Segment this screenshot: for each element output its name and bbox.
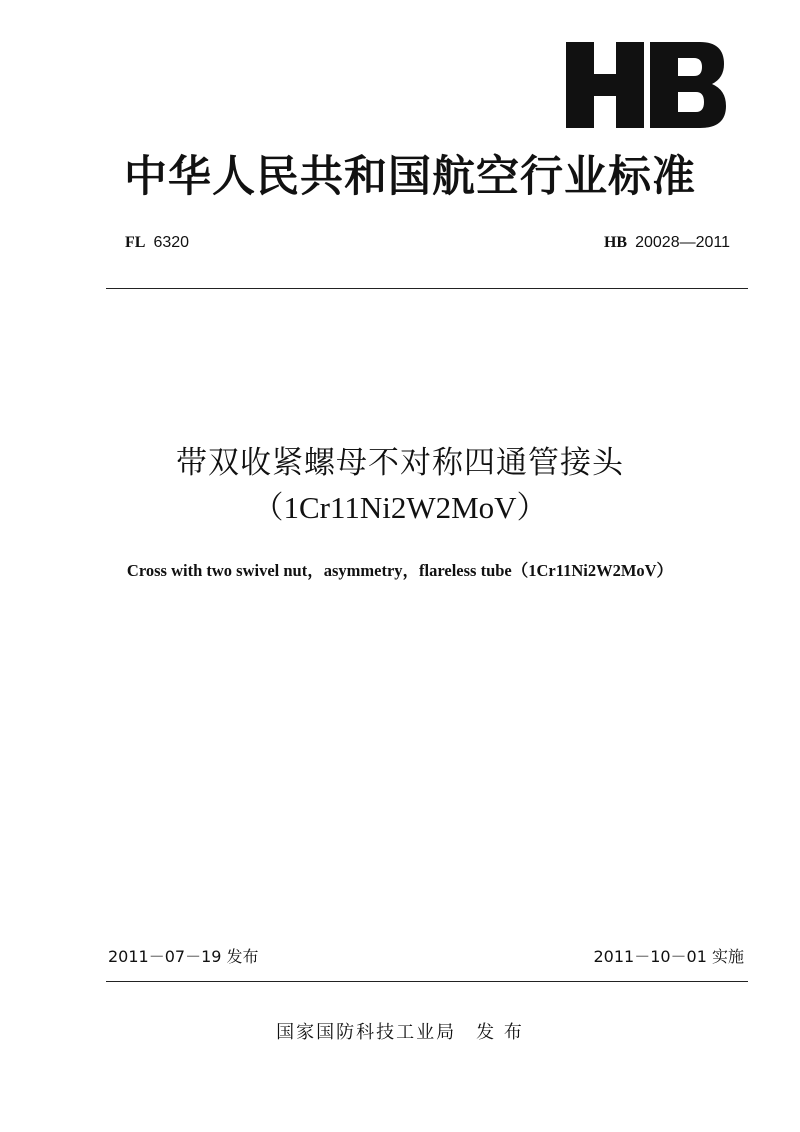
document-title-english: Cross with two swivel nut，asymmetry，flareless tube（1Cr11Ni2W2MoV）	[126, 561, 674, 580]
issue-date: 2011－07－19 发布	[108, 947, 259, 966]
implementation-date: 2011－10－01 实施	[593, 947, 744, 966]
publisher: 国家国防科技工业局 发 布	[276, 1022, 524, 1043]
hb-logo-icon	[566, 42, 726, 128]
document-title-material: （1Cr11Ni2W2MoV）	[252, 490, 548, 525]
classification-code	[125, 233, 189, 253]
standard-number	[604, 233, 730, 253]
standard-title: 中华人民共和国航空行业标准	[124, 152, 696, 202]
document-title-chinese: 带双收紧螺母不对称四通管接头	[176, 445, 624, 481]
bottom-divider	[106, 981, 748, 982]
classification-number: 6320	[153, 234, 190, 251]
standard-prefix: HB	[603, 234, 628, 251]
standard-number-value: 20028—2011	[635, 234, 730, 251]
classification-prefix: FL	[125, 234, 146, 251]
top-divider	[106, 288, 748, 289]
